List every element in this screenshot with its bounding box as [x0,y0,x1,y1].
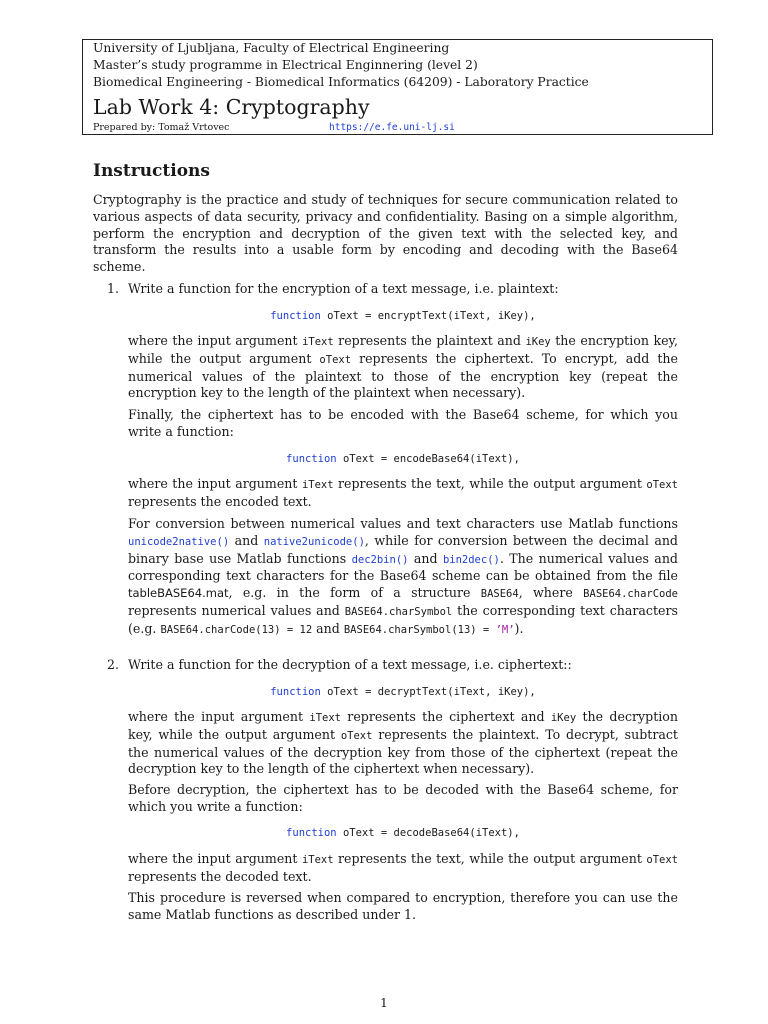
item-heading: Write a function for the decryption of a text message, i.e. ciphertext:: [128,657,572,672]
item-heading: Write a function for the encryption of a text message, i.e. plaintext: [128,281,559,296]
paragraph: Before decryption, the ciphertext has to be decoded with the Base64 scheme, for which you write a function: [128,782,678,814]
function-link: native2unicode() [263,535,365,548]
code-keyword: function [286,453,337,465]
document-header [82,39,713,135]
course-line: Biomedical Engineering - Biomedical Informatics (64209) - Laboratory Practice [93,75,589,89]
item-number: 2. [107,657,120,672]
intro-paragraph: Cryptography is the practice and study of techniques for secure communication related to various aspects of data security, privacy and confidentiality. Basing on a simple algorithm, perform the encryption and decryption of the given text with the selected key, and transform the results into a usable form by encoding and decoding with the Base64 scheme. [93,192,678,275]
code-signature [128,826,678,840]
course-link[interactable]: https://e.fe.uni-lj.si [329,122,455,133]
code-signature [128,685,678,699]
function-link: bin2dec() [442,553,500,566]
code-signature [128,309,678,323]
code-keyword: function [270,686,321,698]
code-text: oText = encodeBase64(iText), [336,453,520,465]
function-link: unicode2native() [128,535,230,548]
code-text: oText = decodeBase64(iText), [336,827,520,839]
paragraph: For conversion between numerical values and text characters use Matlab functions unicode2native() and native2unicode(), while for conversion between the decimal and binary base use Matlab functions dec2bin() and bin2dec(). The numerical values and corresponding text characters for the Base64 scheme can be obtained from the file tableBASE64.mat, e.g. in the form of a structure BASE64, where BASE64.charCode represents numerical values and BASE64.charSymbol the corresponding text characters (e.g. BASE64.charCode(13) = 12 and BASE64.charSymbol(13) = ’M’). [128,516,678,636]
paragraph: This procedure is reversed when compared to encryption, therefore you can use the same Matlab functions as described under 1. [128,890,678,922]
code-text: oText = encryptText(iText, iKey), [320,310,536,322]
paragraph: where the input argument iText represents the plaintext and iKey the encryption key, while the output argument oText represents the ciphertext. To encrypt, add the numerical values of the plaintext to those of the encryption key (repeat the encryption key to the length of the plaintext when necessary). [128,333,678,401]
lab-title: Lab Work 4: Cryptography [93,95,370,119]
programme-line: Master’s study programme in Electrical Enginnering (level 2) [93,58,478,72]
paragraph: where the input argument iText represents the ciphertext and iKey the decryption key, while the output argument oText represents the plaintext. To decrypt, subtract the numerical values of the decryption key from those of the ciphertext (repeat the decryption key to the length of the ciphertext when necessary). [128,709,678,777]
paragraph: Finally, the ciphertext has to be encoded with the Base64 scheme, for which you write a function: [128,407,678,439]
section-heading: Instructions [93,161,210,181]
code-text: oText = decryptText(iText, iKey), [320,686,536,698]
code-keyword: function [286,827,337,839]
item-number: 1. [107,281,120,296]
university-line: University of Ljubljana, Faculty of Electrical Engineering [93,41,450,55]
code-keyword: function [270,310,321,322]
function-link: dec2bin() [351,553,409,566]
paragraph: where the input argument iText represents the text, while the output argument oText represents the encoded text. [128,476,678,509]
page-number: 1 [380,996,388,1010]
paragraph: where the input argument iText represents the text, while the output argument oText represents the decoded text. [128,851,678,884]
prepared-by: Prepared by: Tomaž Vrtovec [93,122,230,133]
code-signature [128,452,678,466]
